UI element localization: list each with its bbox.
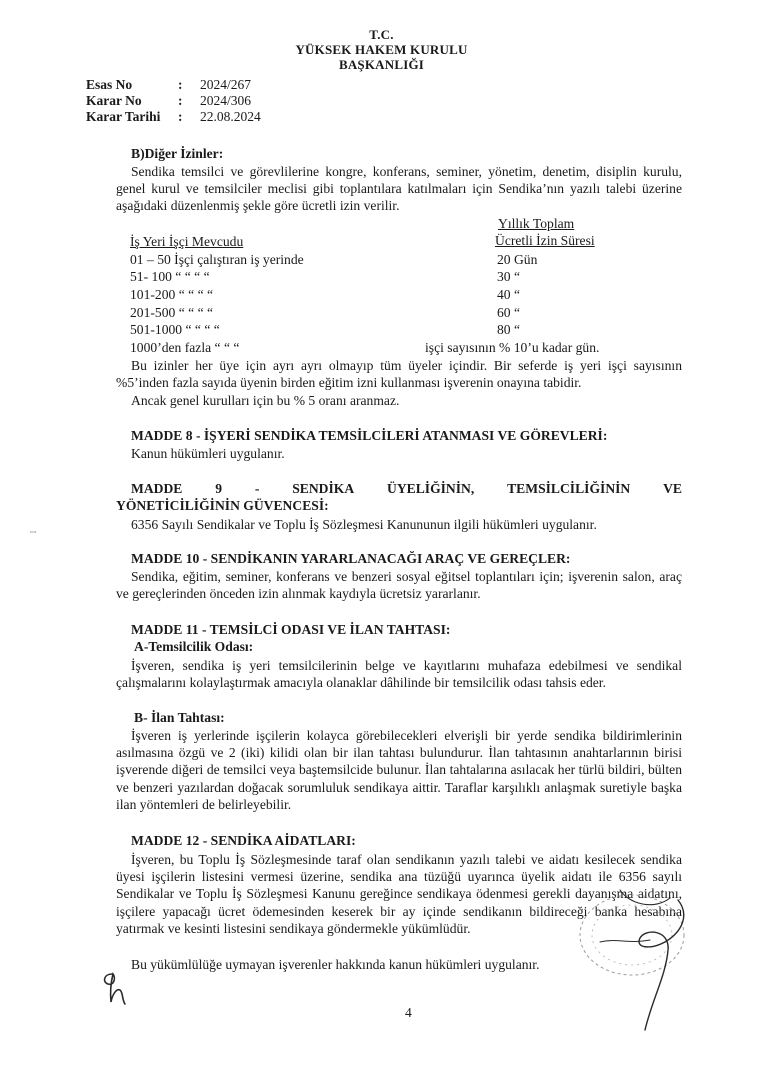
page-number: 4 — [405, 1005, 412, 1020]
handwritten-initial — [98, 968, 132, 1010]
header-institution: YÜKSEK HAKEM KURULU — [295, 42, 468, 57]
table-row-right: 20 Gün — [497, 252, 538, 267]
madde-12-text-2: Bu yükümlülüğe uymayan işverenler hakkında kanun hükümleri uygulanır. — [131, 957, 540, 972]
meta-karar-no: Karar No : 2024/306 — [86, 93, 252, 108]
signature-stamp — [560, 880, 700, 1040]
table-row-left: 501-1000 “ “ “ “ — [130, 322, 220, 337]
madde-8-text: Kanun hükümleri uygulanır. — [131, 446, 285, 461]
table-right-header-2: Ücretli İzin Süresi — [495, 233, 595, 248]
table-row-left: 101-200 “ “ “ “ — [130, 287, 214, 302]
meta-karar-tarihi: Karar Tarihi : 22.08.2024 — [86, 109, 261, 124]
header-tc: T.C. — [369, 27, 394, 42]
madde-10-title: MADDE 10 - SENDİKANIN YARARLANACAĞI ARAÇ VE GEREÇLER: — [131, 551, 571, 566]
table-row-right: 60 “ — [497, 305, 521, 320]
madde-12-title: MADDE 12 - SENDİKA AİDATLARI: — [131, 833, 356, 848]
table-row-left: 51- 100 “ “ “ “ — [130, 269, 210, 284]
table-row-left: 201-500 “ “ “ “ — [130, 305, 214, 320]
margin-mark: ꟷ — [30, 528, 37, 537]
madde-11-a-title: A-Temsilcilik Odası: — [134, 639, 254, 654]
madde-11-b-text: İşveren iş yerlerinde işçilerin kolayca görebilecekleri elverişli bir yerde sendika bildirimlerinin asılmasına özgü ve 2 (iki) kilidi olan bir ilan tahtası bulundurur. İlan tahtasının anahtarlarının birisi işverende diğeri de temsilci veya baştemsilcide bulunur. İlan tahtalarına asılacak her türlü bildiri, bülten ve benzeri yazılardan doğacak sorumluluk sendikaya aittir. Taraflar karşılıklı anlaşmak suretiyle başka ilan yöntemleri de belirleyebilir. — [116, 728, 682, 812]
table-row-right: 30 “ — [497, 269, 521, 284]
table-right-header-1: Yıllık Toplam — [498, 216, 575, 231]
madde-11-b-title: B- İlan Tahtası: — [134, 710, 225, 725]
table-row-left: 01 – 50 İşçi çalıştıran iş yerinde — [130, 252, 304, 267]
madde-9-title-line-2: YÖNETİCİLİĞİNİN GÜVENCESİ: — [116, 498, 329, 513]
madde-8-title: MADDE 8 - İŞYERİ SENDİKA TEMSİLCİLERİ ATANMASI VE GÖREVLERİ: — [131, 428, 608, 443]
madde-11-a-text: İşveren, sendika iş yeri temsilcilerinin belge ve kayıtlarını muhafaza edebilmesi ve sendikal çalışmalarını kolaylaştırmak amacıyla olanaklar dâhilinde bir temsilcilik odası tahsis eder. — [116, 658, 682, 691]
table-row-right: 40 “ — [497, 287, 521, 302]
meta-esas-no: Esas No : 2024/267 — [86, 77, 252, 92]
table-row-right: 80 “ — [497, 322, 521, 337]
madde-12-text: İşveren, bu Toplu İş Sözleşmesinde taraf olan sendikanın yazılı talebi ve aidatı kesilecek sendika üyesi işçilerin listesini vermesi üzerine, sendika ana tüzüğü uyarınca üyelik aidatı ile 6356 sayılı Sendikalar ve Toplu İş Sözleşmesi Kanunu gereğince sendikaya ödenmesi gerekli dayanışma aidatını, işçilere yapacağı ücret ödemesinden keserek bir ay içinde sendikanın bildireceği banka hesabına yatırmak ve kesinti listesini sendikaya göndermekle yükümlüdür. — [116, 852, 682, 936]
section-b-title: B)Diğer İzinler: — [131, 146, 224, 161]
madde-9-title-line-1: MADDE 9 - SENDİKA ÜYELİĞİNİN, TEMSİLCİLİĞİNİN VE — [131, 481, 682, 496]
table-left-header: İş Yeri İşçi Mevcudu — [130, 234, 244, 249]
table-row-right: işçi sayısının % 10’u kadar gün. — [425, 340, 600, 355]
section-b-note-2: Ancak genel kurulları için bu % 5 oranı aranmaz. — [131, 393, 400, 408]
section-b-intro: Sendika temsilci ve görevlilerine kongre, konferans, seminer, yönetim, denetim, disiplin kurulu, genel kurul ve temsilciler meclisi gibi toplantılara katılmaları için Sendika’nın yazılı talebi üzerine aşağıdaki düzenlenmiş şekle göre ücretli izin verilir. — [116, 164, 682, 214]
madde-10-text: Sendika, eğitim, seminer, konferans ve benzeri sosyal eğitsel toplantıları için; işverenin salon, araç ve gereçlerinden önceden izin alınmak kaydıyla ücretsiz yararlanır. — [116, 569, 682, 602]
table-row-left: 1000’den fazla “ “ “ — [130, 340, 240, 355]
header-presidency: BAŞKANLIĞI — [338, 57, 425, 72]
madde-11-title: MADDE 11 - TEMSİLCİ ODASI VE İLAN TAHTASI: — [131, 622, 451, 637]
madde-9-text: 6356 Sayılı Sendikalar ve Toplu İş Sözleşmesi Kanununun ilgili hükümleri uygulanır. — [131, 517, 597, 532]
section-b-note-1: Bu izinler her üye için ayrı ayrı olmayıp tüm üyeler içindir. Bir seferde iş yeri işçi sayısının %5’inden fazla sayıda üyenin birden eğitim izni kullanması işverenin onayına tabidir. — [116, 358, 682, 391]
